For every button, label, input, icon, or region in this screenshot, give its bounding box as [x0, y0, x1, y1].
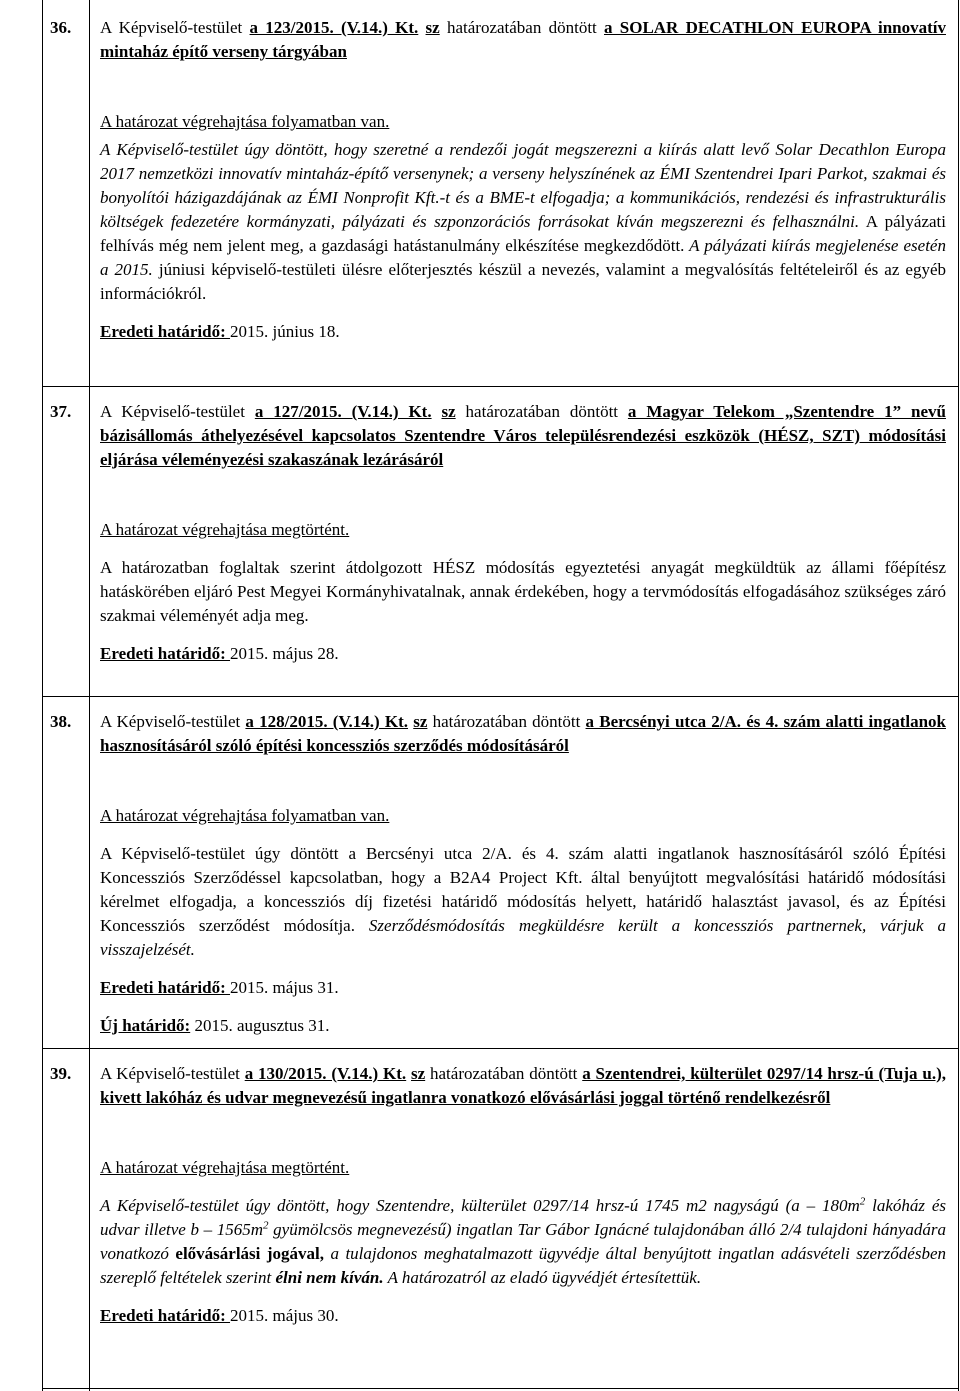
deadline: Eredeti határidő: 2015. június 18. — [100, 322, 340, 341]
deadline: Eredeti határidő: 2015. május 31. — [100, 978, 339, 997]
item-body: A Képviselő-testület úgy döntött, hogy Szentendre, külterület 0297/14 hrsz-ú 1745 m2 nagyságú ($a - 180m^2$ lakóház és udvar illetve b – $1565m^2$ gyümölcsös megnevezésű) ingatlan Tar Gábor Ignácné tulajdonában álló 2/4 tulajdoni hányadára vonatkozó elővásárlási jogával, a tulajdonos meghatalmazott ügyvédje által benyújtott ingatlan adásvételi szerződésben szereplő feltételek szerint élni nem kíván. A határozatról az eladó ügyvédjét értesítettük. — [100, 1195, 947, 1287]
item-38 — [100, 710, 946, 1038]
status-line: A határozat végrehajtása folyamatban van. — [100, 112, 390, 131]
item-37 — [100, 400, 946, 666]
status-line: A határozat végrehajtása megtörtént. — [100, 520, 350, 539]
item-body: A határozatban foglaltak szerint átdolgozott HÉSZ módosítás egyeztetési anyagát megküldtük az állami főépítész hatáskörében eljáró Pest Megyei Kormányhivatalnak, annak érdekében, hogy a tervmódosítás elfogadásához szükséges záró szakmai véleményét adja meg. — [100, 558, 946, 625]
item-title: A Képviselő-testület a 130/2015. (V.14.) Kt. sz határozatában döntött a Szentendrei, külterület 0297/14 hrsz-ú (Tuja u.), kivett lakóház és udvar megnevezésű ingatlanra vonatkozó elővásárlási joggal történő rendelkezésről — [100, 1064, 946, 1107]
item-number: 39. — [50, 1064, 72, 1083]
table-bottom-border — [42, 1388, 959, 1389]
item-number: 38. — [50, 712, 72, 731]
item-title: A Képviselő-testület a 127/2015. (V.14.) Kt. sz határozatában döntött a Magyar Telekom „Szentendre 1” nevű bázisállomás áthelyezésével kapcsolatos Szentendre Város településrendezési eszközök (HÉSZ, SZT) módosítási eljárása véleményezési szakaszának lezárásáról — [100, 402, 946, 469]
status-line: A határozat végrehajtása folyamatban van. — [100, 806, 390, 825]
item-body: A Képviselő-testület úgy döntött, hogy szeretné a rendezői jogát megszerezni a kiírás alatt levő Solar Decathlon Europa 2017 nemzetközi innovatív mintaház-építő versenynek; a verseny helyszínének az ÉMI Szentendrei Ipari Parkot, szakmai és bonyolítói házigazdájának az ÉMI Nonprofit Kft.-t és a BME-t elfogadja; a kommunikációs, rendezési és infrastrukturális költségek fedezetére kormányzati, pályázati és szponzorációs forrásokat kíván megszerezni és felhasználni. A pályázati felhívás még nem jelent meg, a gazdasági hatástanulmány elkészítése megkezdődött. A pályázati kiírás megjelenése esetén a 2015. júniusi képviselő-testületi ülésre előterjesztés készül a nevezés, valamint a megvalósítás feltételeiről és az egyéb információkról. — [100, 140, 947, 303]
item-title: A Képviselő-testület a 123/2015. (V.14.) Kt. sz határozatában döntött a SOLAR DECATHLON EUROPA innovatív mintaház építő verseny tárgyában — [100, 18, 946, 61]
item-number: 37. — [50, 402, 72, 421]
status-line: A határozat végrehajtása megtörtént. — [100, 1158, 350, 1177]
row-divider — [42, 386, 959, 387]
item-39 — [100, 1062, 946, 1328]
new-deadline: Új határidő: 2015. augusztus 31. — [100, 1016, 330, 1035]
item-number: 36. — [50, 18, 72, 37]
item-body: A Képviselő-testület úgy döntött a Bercsényi utca 2/A. és 4. szám alatti ingatlanok hasznosításáról szóló Építési Koncessziós Szerződéssel kapcsolatban, hogy a B2A4 Project Kft. által benyújtott megvalósítási határidő módosítási kérelmet elfogadja, a koncessziós díj fizetési határidő módosítás helyett, határidő halasztást javasol, és az Építési Koncessziós szerződést módosítja. Szerződésmódosítás megküldésre került a koncessziós partnernek, várjuk a visszajelzését. — [100, 844, 946, 959]
item-36 — [100, 16, 946, 344]
item-title: A Képviselő-testület a 128/2015. (V.14.) Kt. sz határozatában döntött a Bercsényi utca 2/A. és 4. szám alatti ingatlanok hasznosításáról szóló építési koncessziós szerződés módosításáról — [100, 712, 946, 755]
deadline: Eredeti határidő: 2015. május 30. — [100, 1306, 339, 1325]
row-divider — [42, 696, 959, 697]
row-divider — [42, 1048, 959, 1049]
deadline: Eredeti határidő: 2015. május 28. — [100, 644, 339, 663]
